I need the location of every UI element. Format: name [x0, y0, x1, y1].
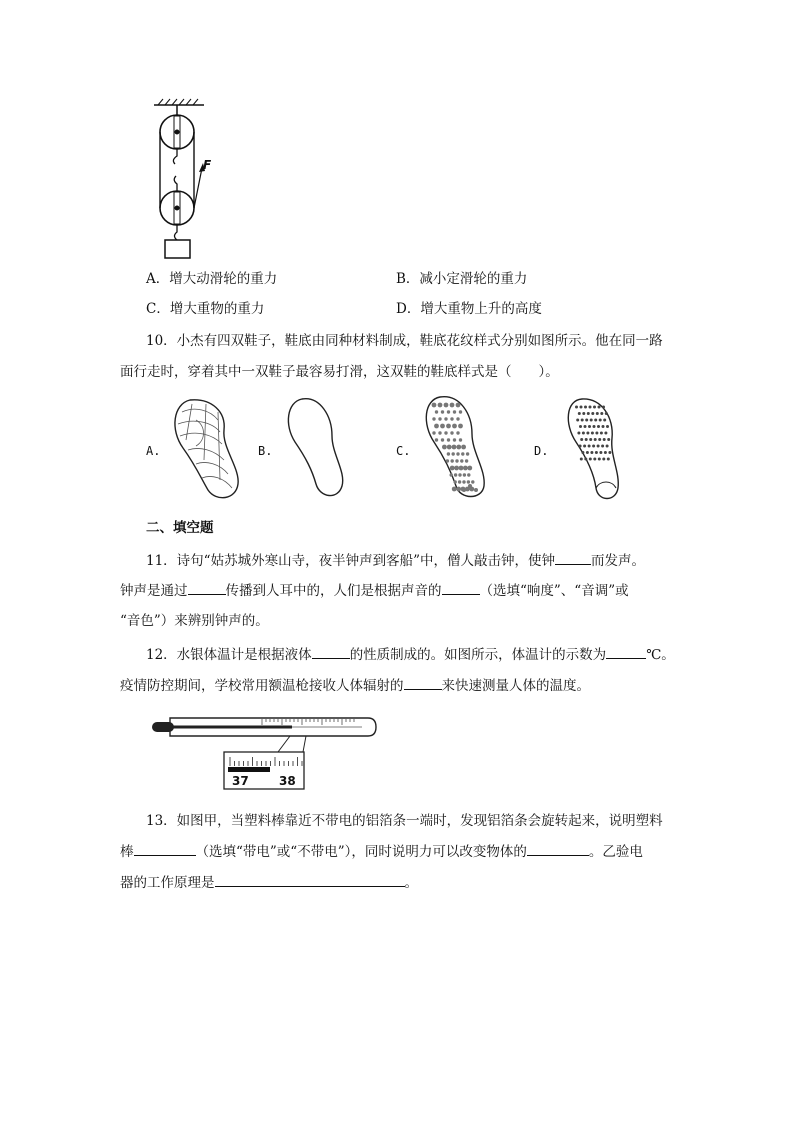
q9-option-b: B．减小定滑轮的重力: [396, 271, 528, 287]
scale-label-38: 38: [279, 774, 296, 788]
q9-option-a: A．增大动滑轮的重力: [146, 271, 278, 287]
q9-option-c: C．增大重物的重力: [146, 301, 265, 317]
q11-line3: “音色”）来辨别钟声的。: [120, 613, 269, 629]
q13-line1: 13．如图甲，当塑料棒靠近不带电的铝箔条一端时，发现铝箔条会旋转起来，说明塑料: [146, 813, 663, 829]
force-label: F: [203, 158, 212, 172]
q11-line1: 11．诗句“姑苏城外寒山寺，夜半钟声到客船”中，僧人敲击钟，使钟 而发声。: [146, 553, 645, 569]
q13-line3: 器的工作原理是 。: [120, 875, 418, 891]
q10-label-c: C.: [396, 444, 411, 458]
q9-option-d: D．增大重物上升的高度: [396, 301, 542, 317]
q12-line2: 疫情防控期间，学校常用额温枪接收人体辐射的 来快速测量人体的温度。: [120, 678, 590, 694]
q13-blank-3[interactable]: [215, 873, 405, 887]
section-heading: 二、填空题: [146, 520, 214, 536]
q10-label-a: A.: [146, 444, 161, 458]
q12-line1: 12．水银体温计是根据液体 的性质制成的。如图所示，体温计的示数为 ℃。: [146, 647, 675, 663]
q11-line2: 钟声是通过 传播到人耳中的，人们是根据声音的 （选填“响度”、“音调”或: [120, 583, 629, 599]
q10-text-line1: 10．小杰有四双鞋子，鞋底由同种材料制成，鞋底花纹样式分别如图所示。他在同一路: [146, 333, 663, 349]
q10-label-d: D.: [534, 444, 549, 458]
q13-blank-2[interactable]: [527, 842, 589, 856]
q13-line2: 棒 （选填“带电”或“不带电”），同时说明力可以改变物体的 。乙验电: [120, 844, 643, 860]
scale-label-37: 37: [232, 774, 249, 788]
q10-text-line2: 面行走时，穿着其中一双鞋子最容易打滑，这双鞋的鞋底样式是（ ）。: [120, 364, 559, 380]
q13-blank-1[interactable]: [134, 842, 196, 856]
q10-label-b: B.: [258, 444, 273, 458]
